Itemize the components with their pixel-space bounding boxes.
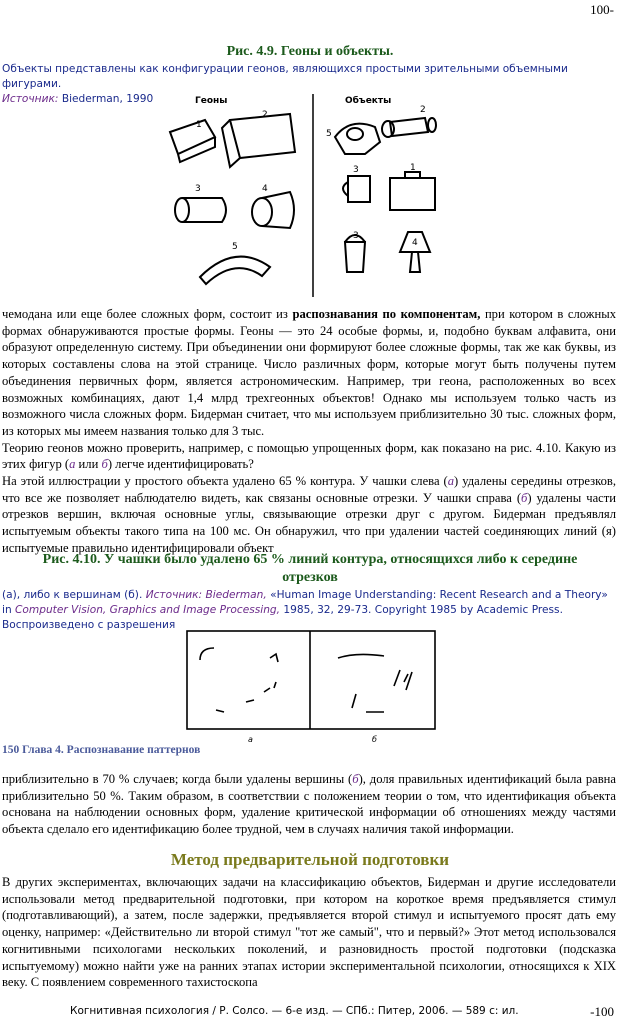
text: «Human Image Understanding: Recent Research and a Theory» in	[2, 589, 608, 616]
text-italic: а	[447, 474, 455, 489]
text-italic: б	[521, 490, 528, 505]
text-bold: распознавания по компонентам,	[292, 307, 481, 321]
text: при котором в сложных формах обнаруживаются простые формы. Геоны — это 24 особые формы, и, подобно буквам алфавита, они образуют определенную систему. При объединении они формируют более сложные формы, так же как буквы, из которых составлены слова на этой странице. Число различных форм, которые могут быть получены путем объединения первичных форм, является астрономическим. Например, три геона, расположенных во всех возможных комбинациях, дают 1,4 млрд трехгеонных объектов! Однако мы используем только часть из возможного числа сложных форм. Бидерман считает, что мы используем приблизительно 30 тыс. сложных форм, из которых мы имеем названия только для 3 тыс.	[2, 307, 616, 438]
figure2-caption	[2, 588, 616, 633]
text: или	[75, 457, 102, 472]
caption-source: Biederman, 1990	[58, 93, 154, 105]
caption-journal: Computer Vision, Graphics and Image Processing,	[15, 604, 280, 616]
body-paragraphs-2	[2, 771, 616, 838]
page-number-bottom: -100	[590, 1004, 614, 1019]
paragraph	[2, 440, 616, 473]
text: ) удалены середины отрезков, что все же позволяет наблюдателю видеть, как связаны основные отрезки. У чашки справа (	[2, 474, 616, 505]
text: Теорию геонов можно проверить, например, с помощью упрощенных форм, как показано на рис. 4.10. Какую из этих фигур (	[2, 440, 616, 472]
text: ), доля правильных идентификаций была равна приблизительно 50 %. Таким образом, в соответствии с положением теории о том, что идентификация объекта основана на наблюдении основных форм, удаление критической информации об отношениях между частями объекта сделало его идентификацию более трудной, чем в случаях наличия такой информации.	[2, 772, 616, 837]
caption-source-label: Источник:	[2, 93, 59, 105]
paragraph	[2, 473, 616, 557]
caption-text: Объекты представлены как конфигурации геонов, являющихся простыми зрительными объемными фигурами.	[2, 63, 568, 90]
figure2-label-a: а	[248, 735, 253, 744]
text: ) легче идентифицировать?	[107, 457, 254, 472]
degraded-cups-figure	[186, 630, 436, 746]
footer-reference: Когнитивная психология / Р. Солсо. — 6-е изд. — СПб.: Питер, 2006. — 589 с: ил.	[70, 1005, 519, 1017]
chapter-header: 150 Глава 4. Распознавание паттернов	[2, 744, 201, 756]
figure-title: Рис. 4.9. Геоны и объекты.	[226, 44, 394, 59]
caption-source-label: Источник: Biederman,	[145, 589, 267, 601]
text: На этой иллюстрации у простого объекта удалено 65 % контура. У чашки слева (	[2, 474, 448, 489]
text: (а), либо к вершинам (б).	[2, 589, 146, 601]
section-title: Метод предварительной подготовки	[170, 850, 450, 869]
text-italic: а	[69, 457, 76, 472]
figure2-label-b: б	[372, 735, 377, 744]
object-number: 1	[410, 163, 416, 173]
body-paragraphs-3	[2, 874, 616, 991]
text-italic: б	[101, 457, 108, 472]
object-number: 5	[326, 129, 332, 139]
page-number-top: 100-	[590, 2, 614, 17]
geons-figure	[150, 92, 460, 302]
paragraph	[2, 771, 616, 838]
object-number: 3	[353, 165, 359, 175]
text: ) удалены части отрезков вершин, включая основные углы, связывающие отрезки друг с другом. Бидерман предъявлял испытуемым объекты такого типа на 100 мс. Он обнаружил, что при удалении частей соединяющих линий (я) испытуемые правильно идентифицировали объект	[2, 490, 616, 555]
geons-label: Геоны	[195, 96, 228, 106]
geon-number: 4	[262, 184, 268, 194]
object-number: 3	[353, 231, 359, 241]
text: приблизительно в 70 % случаев; когда были удалены вершины (	[2, 772, 353, 786]
paragraph: В других экспериментах, включающих задачи на классификацию объектов, Бидерман и другие исследователи использовали метод предварительной подготовки, при котором на короткое время предъявляется стимул (подготавливающий), а затем, после задержки, предъявляется второй стимул и испытуемого просят дать ему оценку, например: «Действительно ли второй стимул "тот же самый", что и первый?» Этот метод использовался когнитивными психологами нескольких поколений, и разновидность простой подготовки (подсказка испытуемому) можно найти уже на ранних этапах истории экспериментальной психологии, относящихся к XIX веку. С появлением современного тахистоскопа	[2, 875, 616, 990]
figure2-title: Рис. 4.10. У чашки было удалено 65 % линий контура, относящихся либо к середине отрезков	[42, 552, 578, 585]
text-italic: б	[352, 772, 359, 786]
paragraph	[2, 306, 616, 440]
body-paragraphs-1	[2, 306, 616, 557]
text: 1985, 32, 29-73. Copyright 1985 by Academic Press. Воспроизведено с разрешения	[2, 604, 563, 631]
geon-number: 3	[195, 184, 201, 194]
object-number: 2	[420, 105, 426, 115]
geon-number: 5	[232, 242, 238, 252]
geon-number: 1	[196, 120, 202, 130]
object-number: 4	[412, 238, 418, 248]
geon-number: 2	[262, 110, 268, 120]
objects-label: Объекты	[345, 96, 392, 106]
text: чемодана или еще более сложных форм, состоит из	[2, 307, 293, 321]
